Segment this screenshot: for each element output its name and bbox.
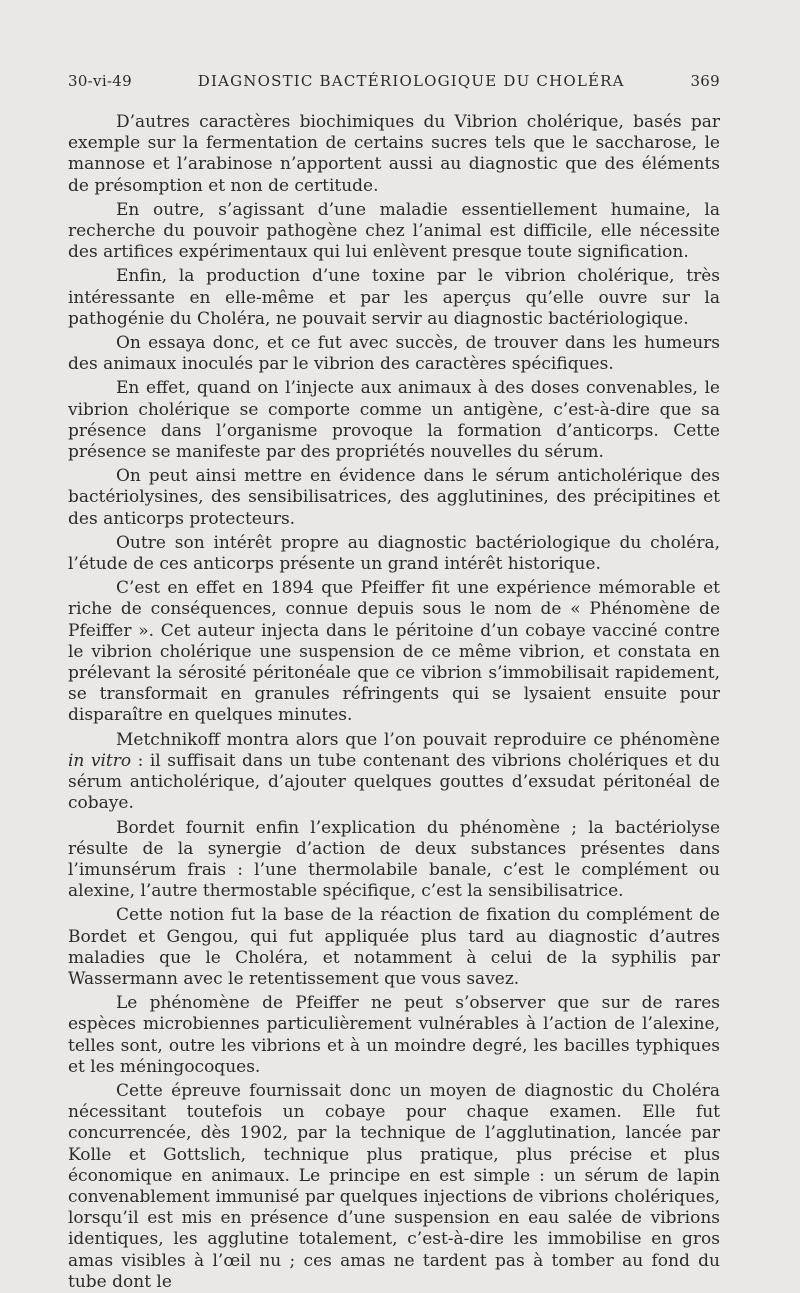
paragraph-7: Outre son intérêt propre au diagnostic bactériologique du choléra, l’étude de ces anticorps présente un grand intérêt historique. (68, 532, 720, 575)
paragraph-9-italic: in vitro (68, 750, 132, 771)
header-title: DIAGNOSTIC BACTÉRIOLOGIQUE DU CHOLÉRA (197, 72, 625, 90)
paragraph-9-text-start: Metchnikoff montra alors que l’on pouvait reproduire ce phénomène (116, 729, 720, 750)
paragraph-3: Enfin, la production d’une toxine par le vibrion cholérique, très intéressante en elle-même et par les aperçus qu’elle ouvre sur la pathogénie du Choléra, ne pouvait servir au diagnostic bactériologique. (68, 266, 720, 329)
paragraph-2: En outre, s’agissant d’une maladie essentiellement humaine, la recherche du pouvoir pathogène chez l’animal est difficile, elle nécessite des artifices expérimentaux qui lui enlèvent presque toute signification. (68, 199, 720, 263)
body-text (68, 112, 720, 1293)
paragraph-12: Le phénomène de Pfeiffer ne peut s’observer que sur de rares espèces microbiennes particulièrement vulnérables à l’action de l’alexine, telles sont, outre les vibrions et à un moindre degré, les bacilles typhiques et les méningocoques. (68, 993, 720, 1077)
paragraph-13: Cette épreuve fournissait donc un moyen de diagnostic du Choléra nécessitant toutefois un cobaye pour chaque examen. Elle fut concurrencée, dès 1902, par la technique de l’agglutination, lancée par Kolle et Gottslich, technique plus pratique, plus précise et plus économique en animaux. Le principe en est simple : un sérum de lapin convenablement immunisé par quelques injections de vibrions cholériques, lorsqu’il est mis en présence d’une suspension en eau salée de vibrions identiques, les agglutine totalement, c’est-à-dire les immobilise en gros amas visibles à l’œil nu ; ces amas ne tardent pas à tomber au fond du tube dont le (68, 1080, 720, 1292)
paragraph-10: Bordet fournit enfin l’explication du phénomène ; la bactériolyse résulte de la synergie d’action de deux substances présentes dans l’imunsérum frais : l’une thermolabile banale, c’est le complément ou alexine, l’autre thermostable spécifique, c’est la sensibilisatrice. (68, 817, 720, 902)
running-head (68, 72, 720, 90)
paragraph-9 (68, 730, 720, 815)
page-number: 369 (690, 72, 720, 90)
paragraph-4: On essaya donc, et ce fut avec succès, de trouver dans les humeurs des animaux inoculés par le vibrion des caractères spécifiques. (68, 333, 720, 375)
paragraph-11: Cette notion fut la base de la réaction de fixation du complément de Bordet et Gengou, qui fut appliquée plus tard au diagnostic d’autres maladies que le Choléra, et notamment à celui de la syphilis par Wassermann avec le retentissement que vous savez. (68, 905, 720, 989)
paragraph-8: C’est en effet en 1894 que Pfeiffer fit une expérience mémorable et riche de conséquences, connue depuis sous le nom de « Phénomène de Pfeiffer ». Cet auteur injecta dans le péritoine d’un cobaye vacciné contre le vibrion cholérique une suspension de ce même vibrion, et constata en prélevant la sérosité péritonéale que ce vibrion s’immobilisait rapidement, se transformait en granules réfringents qui se lysaient ensuite pour disparaître en quelques minutes. (68, 578, 720, 726)
paragraph-6: On peut ainsi mettre en évidence dans le sérum anticholérique des bactériolysines, des sensibilisatrices, des agglutinines, des précipitines et des anticorps protecteurs. (68, 466, 720, 529)
header-date: 30-vi-49 (68, 72, 132, 90)
paragraph-5: En effet, quand on l’injecte aux animaux à des doses convenables, le vibrion cholérique se comporte comme un antigène, c’est-à-dire que sa présence dans l’organisme provoque la formation d’anticorps. Cette présence se manifeste par des propriétés nouvelles du sérum. (68, 378, 720, 463)
paragraph-9-text-end: : il suffisait dans un tube contenant des vibrions cholériques et du sérum anticholérique, d’ajouter quelques gouttes d’exsudat péritonéal de cobaye. (68, 750, 720, 814)
paragraph-1: D’autres caractères biochimiques du Vibrion cholérique, basés par exemple sur la fermentation de certains sucres tels que le saccharose, le mannose et l’arabinose n’apportent aussi au diagnostic que des éléments de présomption et non de certitude. (68, 112, 720, 196)
